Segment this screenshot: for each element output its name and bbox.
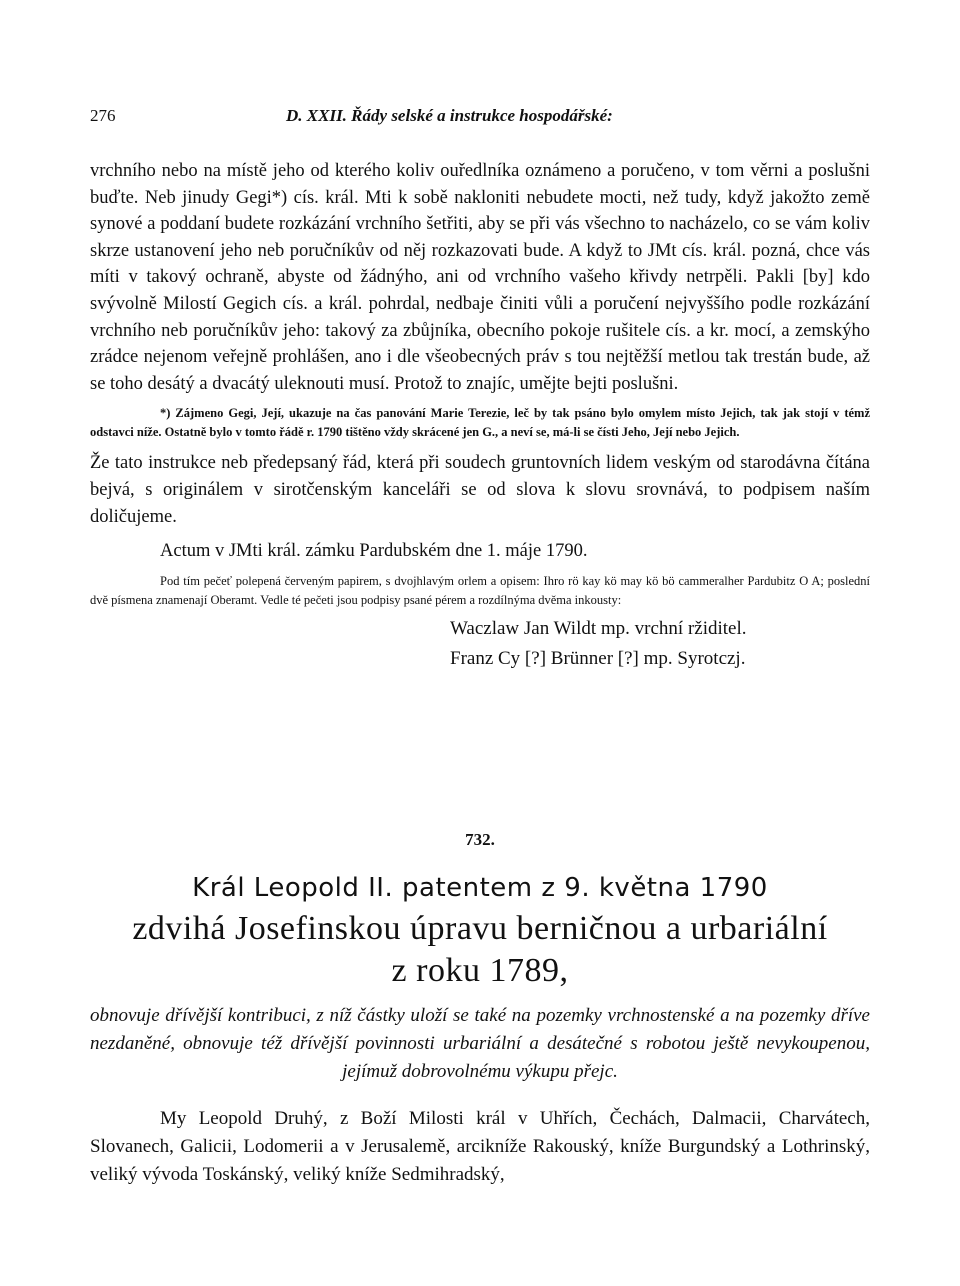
running-head: D. XXII. Řády selské a instrukce hospodářské: <box>286 106 613 125</box>
actum-line: Actum v JMti král. zámku Pardubském dne 1. máje 1790. <box>160 541 588 562</box>
section-body: My Leopold Druhý, z Boží Milosti král v Uhřích, Čechách, Dalmacii, Charvátech, Slovanech, Galicii, Lodomerii a v Jerusalemě, arcikníže Rakouský, kníže Burgundský a Lothrinský, veliký vývoda Toskánský, veliký kníže Sedmihradský, <box>90 1108 870 1185</box>
document-section <box>90 830 870 1208</box>
main-text-block <box>90 158 870 674</box>
section-heading-line2: zdvihá Josefinskou úpravu berničnou a urbariální <box>132 910 828 947</box>
page-header <box>90 106 870 130</box>
document-number: 732. <box>465 830 495 849</box>
section-heading-line1: Král Leopold II. patentem z 9. května 1790 <box>192 873 768 903</box>
signatures <box>450 614 870 674</box>
signature-line: Waczlaw Jan Wildt mp. vrchní ržiditel. <box>450 617 747 639</box>
closing-paragraph: Že tato instrukce neb předepsaný řád, která při soudech gruntovních lidem veským od starodávna čítána bejvá, s originálem v sirotčenským kanceláři se od slova k slovu srovnává, to podpisem naším doličujeme. <box>90 453 870 527</box>
signature-line: Franz Cy [?] Brünner [?] mp. Syrotczj. <box>450 647 746 669</box>
footnote: *) Zájmeno Gegi, Její, ukazuje na čas panování Marie Terezie, leč by tak psáno bylo omylem místo Jejich, tak jak stojí v témž odstavci níže. Ostatně bylo v tomto řádě r. 1790 tištěno vždy skrácené jen G., a neví se, má-li se čísti Jeho, Její nebo Jejich. <box>90 406 870 440</box>
section-summary: obnovuje dřívější kontribuci, z níž částky uloží se také na pozemky vrchnostenské a na pozemky dříve nezdaněné, obnovuje též dřívější povinnosti urbariální a desátečné s robotou ještě nevykoupenou, jejímuž dobrovolnému výkupu přejc. <box>90 1005 870 1082</box>
document-page <box>90 0 870 1286</box>
instruction-paragraph: vrchního nebo na místě jeho od kterého koliv ouředlníka oznámeno a poručeno, v tom věrni a poslušni buďte. Neb jinudy Gegi*) cís. král. Mti k sobě nakloniti nebudete mocti, než tudy, když jakožto země synové a poddaní budete rozkázání vrchního šetřiti, aby se při vás všechno to nacházelo, co se vám koliv skrze ustanovení jeho neb poručníkův od něj rozkazovati bude. A když to JMt cís. král. pozná, chce vás míti v takový ochraně, abyste od žádnýho, ani od vrchního vašeho křivdy netrpěli. Pakli [by] kdo svývolně Milostí Gegich cís. a král. pohrdal, nedbaje činiti vůli a poručení nejvyššího podle rozkázání vrchního neb poručníkův jeho: takový za zbůjníka, obecního pokoje rušitele cís. a kr. mocí, a zemskýho zrádce nejenom veřejně prohlášen, ano i dle všeobecných práv s tou nejtěžší metlou tak trestán bude, až se toho desátý a dvacátý uleknouti musí. Protož to znajíc, umějte bejti poslušni. <box>90 161 870 394</box>
seal-note: Pod tím pečeť polepená červeným papirem, s dvojhlavým orlem a opisem: Ihro rö kay kö may kö bö cammeralher Pardubitz O A; poslední dvě písmena znamenají Oberamt. Vedle té pečeti jsou podpisy psané pérem a rozdílnýma dvěma inkousty: <box>90 573 870 607</box>
page-number: 276 <box>90 106 116 125</box>
section-heading-line3: z roku 1789, <box>391 952 569 989</box>
